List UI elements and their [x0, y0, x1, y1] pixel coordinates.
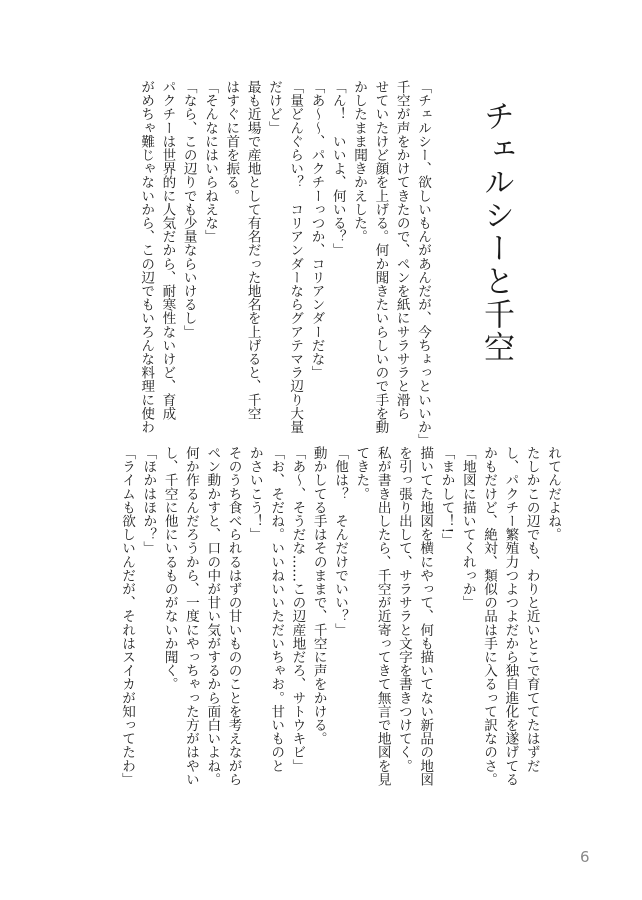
text-line: かしたまま聞きかえした。 — [351, 80, 368, 244]
text-line: 「なら、この辺りでも少量ならいけるし」 — [180, 80, 197, 339]
text-line: せていたけど顔を上げる。何か聞きたいらしいので手を動 — [372, 80, 389, 434]
text-line: てきた。 — [353, 446, 370, 501]
text-line: ペン動かすと、口の中が甘い気がするから面白いよね。 — [204, 446, 221, 786]
text-line: 「地図に描いてくれっか」 — [459, 446, 476, 610]
chapter-title: チェルシーと千空 — [478, 100, 514, 364]
text-line: し、パクチー繁殖力つよつよだから独自進化を遂げてる — [502, 446, 519, 786]
text-line: はすぐに首を振る。 — [223, 80, 240, 203]
text-line: 何か作るんだろうから、一度にやっちゃった方がはやい — [182, 446, 199, 786]
body-text-lower — [103, 446, 563, 816]
text-line: 「そんなにはいらねえな」 — [202, 80, 219, 244]
text-line: れてんだよね。 — [545, 446, 561, 542]
text-line: パクチーは世界的に人気だから、耐寒性ないけど、育成 — [159, 80, 176, 420]
text-line: 「ライムも欲しいんだが、それはスイカが知ってたわ」 — [119, 446, 136, 786]
text-line: かさいこう！」 — [246, 446, 263, 542]
text-line: 「他は？ そんだけでいい？」 — [332, 446, 349, 637]
text-line: 「量どんぐらい？ コリアンダーならグアテマラ辺り大量 — [287, 80, 304, 434]
text-line: 千空が声をかけてきたので、ペンを紙にサラサラと滑ら — [393, 80, 410, 420]
body-text-upper — [88, 80, 433, 480]
text-line: 「ほかはほか？」 — [140, 446, 157, 555]
text-line: だけど」 — [265, 80, 282, 135]
text-line: がめちゃ難じゃないから、この辺でもいろんな料理に使わ — [138, 80, 155, 434]
text-line: 最も近場で産地として有名だった地名を上げると、千空 — [244, 80, 261, 420]
text-line: 「まかして！!」 — [438, 446, 455, 547]
text-line: を引っ張り出して、サラサラと文字を書きつけてく。 — [395, 446, 412, 773]
text-line: 動かしてる手はそのままで、千空に声をかける。 — [310, 446, 327, 746]
text-line: 「あ～～、パクチーっつか、コリアンダーだな」 — [308, 80, 325, 380]
text-line: 「チェルシー、欲しいもんがあんだが、今ちょっといいか」 — [415, 80, 431, 448]
text-line: そのうち食べられるはずの甘いもののことを考えながら — [225, 446, 242, 786]
text-line: 描いてた地図を横にやって、何も描いてない新品の地図 — [417, 446, 434, 786]
text-line: し、千空に他にいるものがないか聞く。 — [161, 446, 178, 691]
text-line: かもだけど、絶対、類似の品は手に入るって訳なのさ。 — [481, 446, 498, 786]
text-line: 私が書き出したら、千空が近寄ってきて無言で地図を見 — [374, 446, 391, 786]
text-line: 「あ～、そうだな……この辺産地だろ、サトウキビ」 — [289, 446, 306, 773]
text-line: 「ん！ いいよ、何いる？」 — [329, 80, 346, 257]
text-line: たしかこの辺でも、わりと近いとこで育ててたはずだ — [523, 446, 540, 773]
text-line: 「お、そだね。いいねいいただいちゃお。甘いものと — [268, 446, 285, 773]
page-number: 6 — [580, 848, 590, 866]
